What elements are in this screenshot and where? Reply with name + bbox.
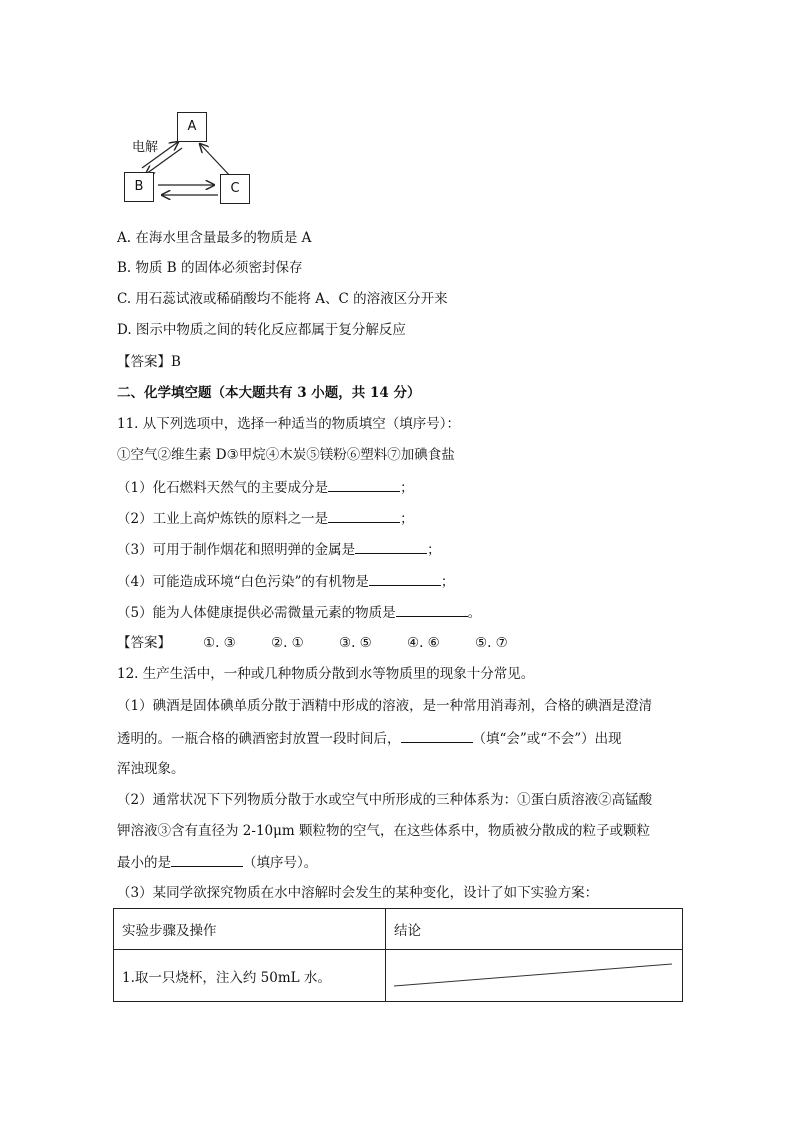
arrow-c-to-a (200, 144, 232, 178)
answer-2: ②. ① (271, 635, 304, 651)
header-conclusion: 结论 (386, 909, 683, 950)
table-row (114, 950, 683, 1002)
conclusion-strike-line (386, 950, 676, 1002)
answer-blank[interactable] (328, 477, 400, 492)
q11-item-1: （1）化石燃料天然气的主要成分是 ； (117, 477, 414, 498)
answer-blank[interactable] (401, 728, 473, 743)
q11-item-2: （2）工业上高炉炼铁的原料之一是 ； (117, 508, 414, 529)
q12-p2-line2: 钾溶液③含有直径为 2-10μm 颗粒物的空气，在这些体系中，物质被分散成的粒子或颗粒 (117, 823, 650, 839)
q11-item-3: （3）可用于制作烟花和照明弹的金属是 ； (117, 539, 441, 560)
table-header-row (114, 909, 683, 950)
q11-choices: ①空气②维生素 D③甲烷④木炭⑤镁粉⑥塑料⑦加碘食盐 (117, 447, 455, 463)
answer-5: ⑤. ⑦ (475, 635, 508, 651)
node-b: B (124, 172, 154, 202)
header-steps: 实验步骤及操作 (114, 909, 386, 950)
option-d: D. 图示中物质之间的转化反应都属于复分解反应 (117, 322, 406, 338)
q12-p2-line3: 最小的是 （填序号）。 (117, 852, 317, 873)
q12-stem: 12. 生产生活中，一种或几种物质分散到水等物质里的现象十分常见。 (117, 666, 535, 682)
node-a: A (177, 112, 207, 142)
option-a: A. 在海水里含量最多的物质是 A (117, 230, 312, 246)
answer-blank[interactable] (396, 602, 468, 617)
q11-stem: 11. 从下列选项中，选择一种适当的物质填空（填序号）： (117, 416, 461, 432)
answer-1: ①. ③ (203, 635, 236, 651)
answer-label: 【答案】 (117, 635, 171, 651)
section-title: 二、化学填空题（本大题共有 3 小题，共 14 分） (117, 385, 421, 401)
q11-item-4: （4）可能造成环境“白色污染”的有机物是 ； (117, 571, 454, 592)
edge-label-electrolysis: 电解 (132, 140, 159, 155)
answer-10: 【答案】B (117, 354, 181, 370)
q11-answers (117, 633, 508, 653)
q12-p1-line3: 浑浊现象。 (117, 761, 185, 777)
q11-item-5: （5）能为人体健康提供必需微量元素的物质是 。 (117, 602, 481, 623)
answer-blank[interactable] (355, 539, 427, 554)
answer-blank[interactable] (171, 852, 243, 867)
reaction-diagram (120, 108, 260, 210)
q12-p2-line1: （2）通常状况下下列物质分散于水或空气中所形成的三种体系为：①蛋白质溶液②高锰酸 (117, 792, 653, 808)
q12-p1-line1: （1）碘酒是固体碘单质分散于酒精中形成的溶液，是一种常用消毒剂，合格的碘酒是澄清 (117, 698, 653, 714)
answer-4: ④. ⑥ (407, 635, 440, 651)
q12-p1-line2: 透明的。一瓶合格的碘酒密封放置一段时间后， （填“会”或“不会”）出现 (117, 728, 622, 749)
answer-blank[interactable] (328, 508, 400, 523)
row1-step: 1.取一只烧杯，注入约 50mL 水。 (114, 950, 386, 1002)
row1-conclusion[interactable] (386, 950, 683, 1002)
option-c: C. 用石蕊试液或稀硝酸均不能将 A、C 的溶液区分开来 (117, 291, 448, 307)
answer-blank[interactable] (369, 571, 441, 586)
answer-3: ③. ⑤ (339, 635, 372, 651)
node-c: C (220, 174, 250, 204)
option-b: B. 物质 B 的固体必须密封保存 (117, 260, 303, 276)
q12-p3-line1: （3）某同学欲探究物质在水中溶解时会发生的某种变化，设计了如下实验方案： (117, 885, 599, 901)
experiment-table (113, 908, 683, 1002)
